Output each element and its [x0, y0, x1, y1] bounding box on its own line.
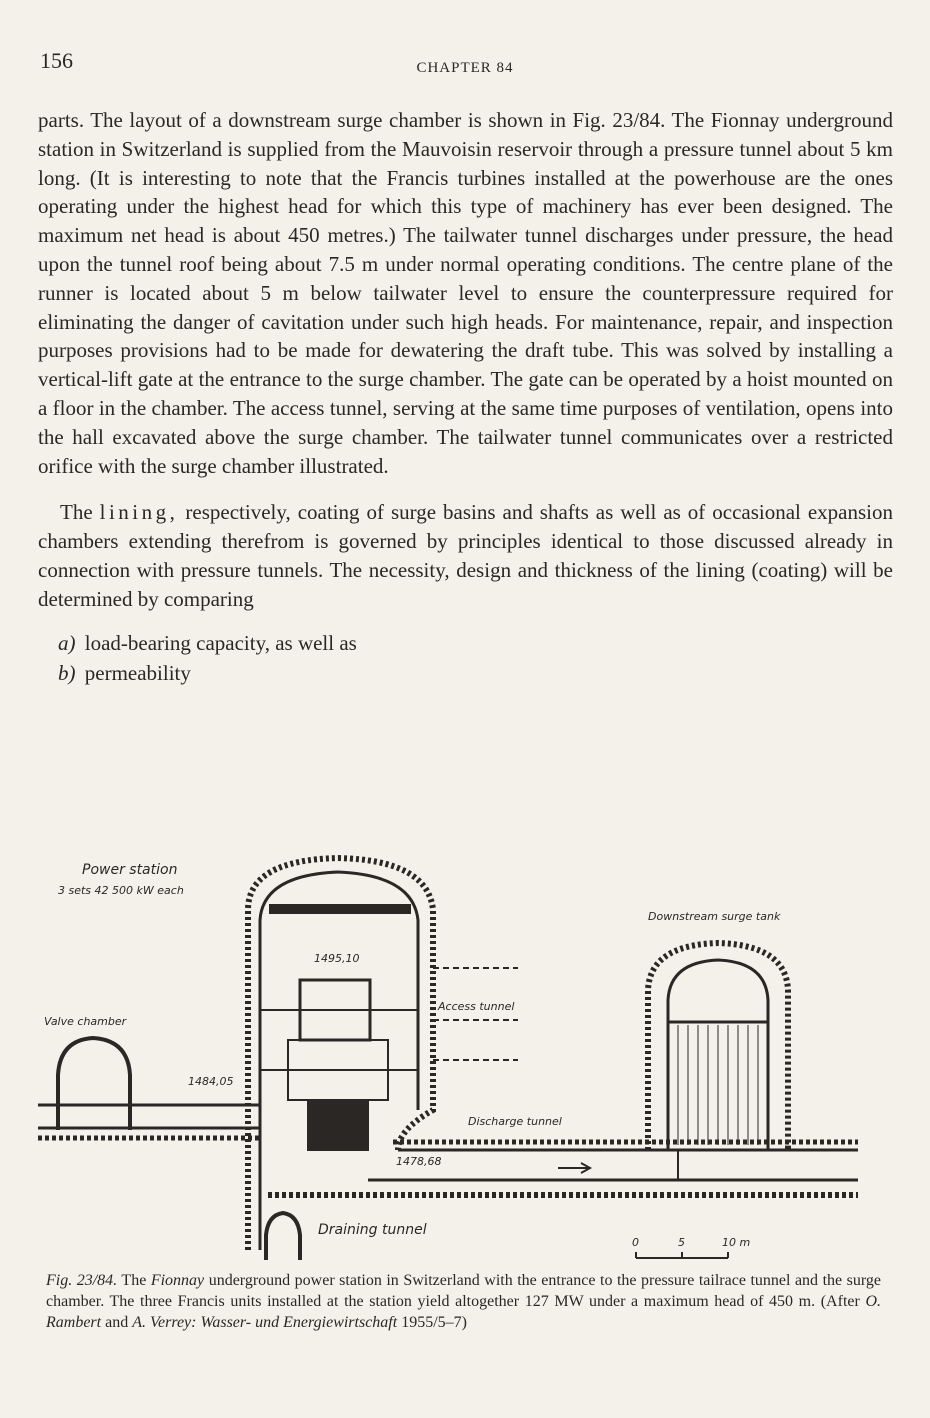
label-scale-10: 10 m: [722, 1236, 751, 1249]
label-draining-tunnel: Draining tunnel: [318, 1222, 427, 1238]
caption-author1: O. Rambert: [46, 1293, 882, 1331]
paragraph-2: [38, 498, 893, 613]
label-access-tunnel: Access tunnel: [438, 1000, 515, 1013]
label-elev-1495: 1495,10: [314, 952, 360, 965]
body-text: [38, 106, 893, 688]
list-marker: b): [58, 660, 76, 685]
paragraph-1: parts. The layout of a downstream surge chamber is shown in Fig. 23/84. The Fionnay underground station in Switzerland is supplied from the Mauvoisin reservoir through a pressure tunnel about 5 km long. (It is interesting to note that the Francis turbines installed at the powerhouse are the ones operating under the highest head for which this type of machinery has ever been designed. The maximum net head is about 450 metres.) The tailwater tunnel discharges under pressure, the head upon the tunnel roof being about 7.5 m under normal operating conditions. The centre plane of the runner is located about 5 m below tailwater level to ensure the counterpressure required for eliminating the danger of cavitation under such high heads. For maintenance, repair, and inspection purposes provisions had to be made for dewatering the draft tube. This was solved by installing a vertical-lift gate at the entrance to the surge chamber. The gate can be operated by a hoist mounted on a floor in the chamber. The access tunnel, serving at the same time purposes of ventilation, opens into the hall excavated above the surge chamber. The tailwater tunnel communicates over a restricted orifice with the surge chamber illustrated.: [38, 108, 893, 478]
caption-fionnay: Fionnay: [150, 1272, 205, 1289]
crane-beam: [270, 905, 410, 913]
caption-year: 1955/5–7): [401, 1314, 467, 1331]
figure-caption: [46, 1270, 881, 1333]
caption-t1: The: [121, 1272, 147, 1289]
list-item: [58, 628, 893, 658]
p2-lead: The: [60, 500, 93, 525]
page-number: 156: [40, 48, 73, 73]
valve-chamber: [58, 1038, 130, 1130]
caption-fig-id: Fig. 23/84.: [46, 1272, 118, 1289]
label-elev-1478: 1478,68: [396, 1155, 442, 1168]
label-power-station: Power station: [82, 862, 178, 878]
draining-tunnel: [266, 1213, 300, 1260]
surge-tank-hatching: [678, 1025, 758, 1145]
label-scale-5: 5: [678, 1236, 685, 1249]
label-surge-tank: Downstream surge tank: [648, 910, 781, 923]
caption-and: and: [105, 1314, 129, 1331]
label-power-station-sub: 3 sets 42 500 kW each: [58, 884, 184, 897]
list-item: [58, 658, 893, 688]
figure: [38, 850, 893, 1270]
label-valve-chamber: Valve chamber: [44, 1015, 127, 1028]
list-text: permeability: [84, 660, 191, 685]
running-head: CHAPTER 84: [416, 60, 514, 76]
discharge-arrow: [558, 1163, 590, 1173]
label-scale-0: 0: [632, 1236, 639, 1249]
caption-t2: underground power station in Switzerland with the entrance to the pressure tailrace tunnel and the surge chamber. The three Francis units installed at the station yield altogether 127 MW under a maximum head of 450 m. (After: [46, 1272, 882, 1310]
list: [38, 628, 893, 688]
caption-journal: Wasser- und Energiewirtschaft: [200, 1314, 398, 1331]
caption-author2: A. Verrey:: [132, 1314, 197, 1331]
list-text: load-bearing capacity, as well as: [84, 630, 357, 655]
label-elev-1484: 1484,05: [188, 1075, 234, 1088]
p2-spaced-word: lining,: [99, 500, 179, 525]
p2-rest: respectively, coating of surge basins and shafts as well as of occasional expansion chambers extending therefrom is governed by principles identical to those discussed already in connection with pressure tunnels. The necessity, design and thickness of the lining (coating) will be determined by comparing: [38, 500, 894, 611]
list-marker: a): [58, 630, 76, 655]
draft-tube: [308, 1100, 368, 1150]
cavern-rock: [248, 858, 433, 1250]
label-discharge-tunnel: Discharge tunnel: [468, 1115, 562, 1128]
